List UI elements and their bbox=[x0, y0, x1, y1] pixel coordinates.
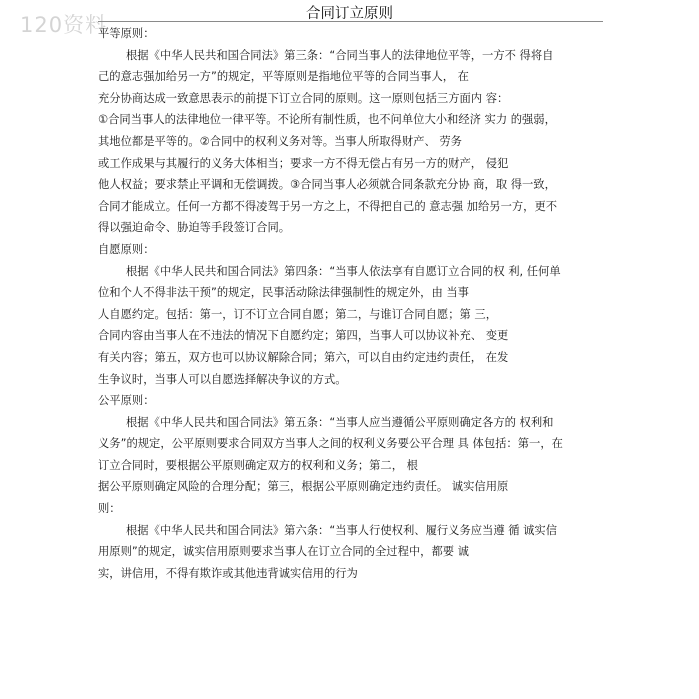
text-line: 自愿原则： bbox=[98, 242, 155, 256]
watermark: 120资料 bbox=[20, 13, 108, 37]
text-line: 充分协商达成一致意思表示的前提下订立合同的原则。这一原则包括三方面内 容： bbox=[98, 91, 509, 105]
document-body bbox=[98, 23, 570, 584]
text-line: 位和个人不得非法干预”的规定，民事活动除法律强制性的规定外，由 当事 bbox=[98, 286, 469, 300]
text-line: 得以强迫命令、胁迫等手段签订合同。 bbox=[98, 221, 291, 235]
text-line: 人自愿约定。包括：第一，订不订立合同自愿；第二，与谁订合同自愿；第 三， bbox=[98, 307, 497, 321]
title-divider bbox=[98, 21, 603, 22]
text-line: 己的意志强加给另一方”的规定，平等原则是指地位平等的合同当事人， 在 bbox=[98, 70, 469, 84]
text-line: 合同才能成立。任何一方都不得凌驾于另一方之上，不得把自己的 意志强 加给另一方，更不 bbox=[98, 199, 558, 213]
text-line: 根据《中华人民共和国合同法》第六条：“当事人行使权利、履行义务应当遵 循 诚实信 bbox=[126, 523, 558, 537]
text-line: 据公平原则确定风险的合理分配；第三，根据公平原则确定违约责任。 诚实信用原 bbox=[98, 480, 509, 494]
text-line: 他人权益；要求禁止平调和无偿调拨。③合同当事人必须就合同条款充分协 商，取 得一致， bbox=[98, 178, 556, 192]
text-line: 其地位都是平等的。②合同中的权利义务对等。当事人所取得财产、 劳务 bbox=[98, 134, 462, 148]
text-line: 根据《中华人民共和国合同法》第五条：“当事人应当遵循公平原则确定各方的 权利和 bbox=[126, 415, 554, 429]
text-line: 实，讲信用，不得有欺诈或其他违背诚实信用的行为 bbox=[98, 566, 358, 580]
text-line: 平等原则： bbox=[98, 27, 155, 40]
page-title: 合同订立原则 bbox=[306, 6, 393, 22]
text-line: 则： bbox=[98, 502, 121, 516]
text-line: 订立合同时，要根据公平原则确定双方的权利和义务；第二， 根 bbox=[98, 458, 418, 472]
text-line: 合同内容由当事人在不违法的情况下自愿约定；第四，当事人可以协议补充、 变更 bbox=[98, 329, 509, 343]
text-line: 用原则”的规定，诚实信用原则要求当事人在订立合同的全过程中，都要 诚 bbox=[98, 545, 469, 559]
text-line: 义务”的规定，公平原则要求合同双方当事人之间的权利义务要公平合理 具 体包括：第一，在 bbox=[98, 437, 563, 451]
text-line: ①合同当事人的法律地位一律平等。不论所有制性质，也不问单位大小和经济 实力 的强弱， bbox=[98, 113, 556, 127]
text-line: 根据《中华人民共和国合同法》第四条：“当事人依法享有自愿订立合同的权 利, 任何单 bbox=[126, 264, 561, 278]
text-line: 有关内容；第五，双方也可以协议解除合同；第六，可以自由约定违约责任， 在发 bbox=[98, 350, 509, 364]
text-line: 公平原则： bbox=[98, 394, 155, 408]
text-line: 或工作成果与其履行的义务大体相当；要求一方不得无偿占有另一方的财产， 侵犯 bbox=[98, 156, 509, 170]
text-line: 根据《中华人民共和国合同法》第三条：“合同当事人的法律地位平等，一方不 得将自 bbox=[126, 48, 554, 62]
text-line: 生争议时，当事人可以自愿选择解决争议的方式。 bbox=[98, 372, 347, 386]
